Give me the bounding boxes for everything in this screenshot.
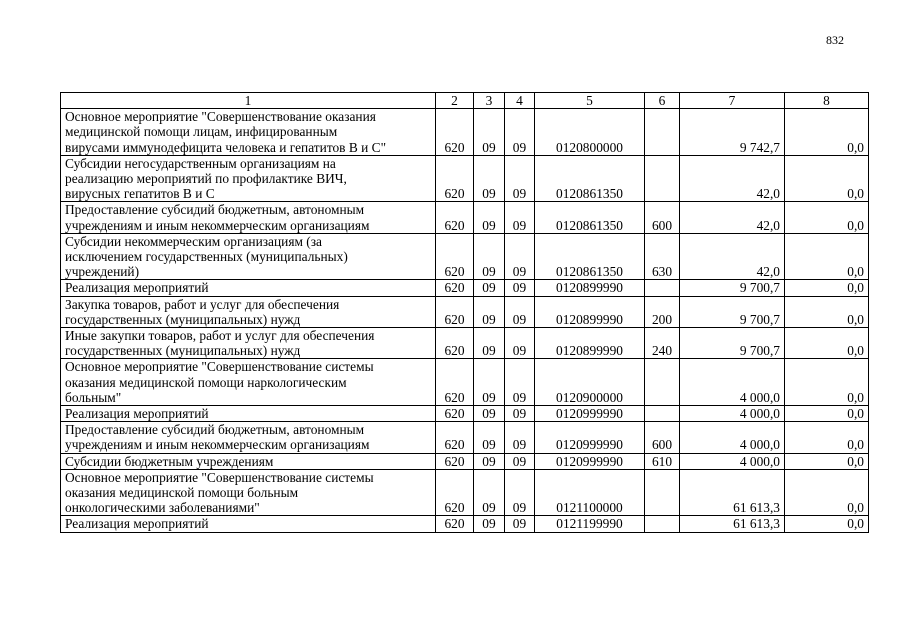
cell-subsection: 09 bbox=[505, 233, 535, 280]
cell-section: 09 bbox=[474, 109, 505, 156]
cell-subsection: 09 bbox=[505, 109, 535, 156]
cell-item-name bbox=[61, 296, 436, 327]
cell-grbs: 620 bbox=[436, 328, 474, 359]
cell-section: 09 bbox=[474, 280, 505, 296]
cell-section: 09 bbox=[474, 359, 505, 406]
item-name-line: Реализация мероприятий bbox=[65, 406, 209, 422]
cell-item-name bbox=[61, 109, 436, 156]
item-name-line: исключением государственных (муниципальных) bbox=[65, 249, 348, 265]
cell-item-name bbox=[61, 202, 436, 233]
cell-amount-2: 0,0 bbox=[785, 328, 869, 359]
header-cell-6: 6 bbox=[645, 93, 680, 109]
cell-expense-type: 630 bbox=[645, 233, 680, 280]
cell-item-name bbox=[61, 359, 436, 406]
cell-amount: 9 742,7 bbox=[680, 109, 785, 156]
cell-item-name bbox=[61, 233, 436, 280]
cell-subsection: 09 bbox=[505, 202, 535, 233]
cell-amount-2: 0,0 bbox=[785, 280, 869, 296]
header-cell-1: 1 bbox=[61, 93, 436, 109]
cell-grbs: 620 bbox=[436, 359, 474, 406]
cell-item-name bbox=[61, 280, 436, 296]
table-row bbox=[61, 328, 869, 359]
table-body bbox=[61, 93, 869, 533]
cell-grbs: 620 bbox=[436, 155, 474, 202]
item-name-line: Иные закупки товаров, работ и услуг для обеспечения bbox=[65, 328, 375, 344]
cell-amount: 42,0 bbox=[680, 233, 785, 280]
table-row bbox=[61, 280, 869, 296]
item-name-line: Предоставление субсидий бюджетным, автономным bbox=[65, 202, 365, 218]
item-name-line: оказания медицинской помощи больным bbox=[65, 485, 299, 501]
cell-target-code: 0120800000 bbox=[535, 109, 645, 156]
table-row bbox=[61, 202, 869, 233]
item-name-line: вирусами иммунодефицита человека и гепатитов В и С" bbox=[65, 139, 387, 155]
cell-amount: 61 613,3 bbox=[680, 469, 785, 516]
header-cell-2: 2 bbox=[436, 93, 474, 109]
item-name-line: Основное мероприятие "Совершенствование системы bbox=[65, 359, 374, 375]
cell-grbs: 620 bbox=[436, 422, 474, 453]
cell-item-name bbox=[61, 453, 436, 469]
cell-amount-2: 0,0 bbox=[785, 109, 869, 156]
item-name-line: Субсидии некоммерческим организациям (за bbox=[65, 233, 323, 249]
cell-grbs: 620 bbox=[436, 453, 474, 469]
item-name-line: Субсидии бюджетным учреждениям bbox=[65, 453, 274, 469]
cell-amount: 61 613,3 bbox=[680, 516, 785, 532]
cell-expense-type: 600 bbox=[645, 422, 680, 453]
cell-item-name bbox=[61, 406, 436, 422]
cell-section: 09 bbox=[474, 202, 505, 233]
cell-amount-2: 0,0 bbox=[785, 296, 869, 327]
cell-target-code: 0120900000 bbox=[535, 359, 645, 406]
item-name-line: вирусных гепатитов В и С bbox=[65, 186, 215, 202]
cell-expense-type bbox=[645, 109, 680, 156]
cell-grbs: 620 bbox=[436, 109, 474, 156]
table-row bbox=[61, 516, 869, 532]
item-name-line: Закупка товаров, работ и услуг для обеспечения bbox=[65, 296, 340, 312]
cell-grbs: 620 bbox=[436, 469, 474, 516]
cell-target-code: 0120999990 bbox=[535, 453, 645, 469]
cell-section: 09 bbox=[474, 469, 505, 516]
table-row bbox=[61, 469, 869, 516]
cell-expense-type bbox=[645, 469, 680, 516]
cell-expense-type bbox=[645, 155, 680, 202]
cell-expense-type: 200 bbox=[645, 296, 680, 327]
header-cell-3: 3 bbox=[474, 93, 505, 109]
item-name-line: государственных (муниципальных) нужд bbox=[65, 343, 301, 359]
item-name-line: оказания медицинской помощи наркологическим bbox=[65, 374, 347, 390]
cell-amount-2: 0,0 bbox=[785, 155, 869, 202]
cell-amount-2: 0,0 bbox=[785, 359, 869, 406]
cell-amount-2: 0,0 bbox=[785, 453, 869, 469]
table-row bbox=[61, 233, 869, 280]
budget-table bbox=[60, 92, 869, 533]
cell-subsection: 09 bbox=[505, 296, 535, 327]
cell-amount: 9 700,7 bbox=[680, 296, 785, 327]
cell-amount-2: 0,0 bbox=[785, 422, 869, 453]
cell-item-name bbox=[61, 516, 436, 532]
header-cell-4: 4 bbox=[505, 93, 535, 109]
cell-section: 09 bbox=[474, 296, 505, 327]
item-name-line: онкологическими заболеваниями" bbox=[65, 500, 260, 516]
cell-section: 09 bbox=[474, 155, 505, 202]
cell-target-code: 0120899990 bbox=[535, 280, 645, 296]
cell-expense-type: 610 bbox=[645, 453, 680, 469]
cell-target-code: 0120861350 bbox=[535, 233, 645, 280]
item-name-line: Основное мероприятие "Совершенствование системы bbox=[65, 469, 374, 485]
cell-subsection: 09 bbox=[505, 359, 535, 406]
cell-amount-2: 0,0 bbox=[785, 233, 869, 280]
cell-section: 09 bbox=[474, 453, 505, 469]
table-row bbox=[61, 296, 869, 327]
item-name-line: государственных (муниципальных) нужд bbox=[65, 311, 301, 327]
cell-expense-type bbox=[645, 516, 680, 532]
item-name-line: учреждениям и иным некоммерческим организациям bbox=[65, 217, 370, 233]
header-cell-7: 7 bbox=[680, 93, 785, 109]
page-number: 832 bbox=[826, 33, 844, 47]
cell-target-code: 0121100000 bbox=[535, 469, 645, 516]
cell-amount: 9 700,7 bbox=[680, 280, 785, 296]
item-name-line: Субсидии негосударственным организациям на bbox=[65, 155, 336, 171]
cell-subsection: 09 bbox=[505, 328, 535, 359]
cell-amount-2: 0,0 bbox=[785, 469, 869, 516]
cell-target-code: 0121199990 bbox=[535, 516, 645, 532]
item-name-line: медицинской помощи лицам, инфицированным bbox=[65, 124, 338, 140]
cell-section: 09 bbox=[474, 406, 505, 422]
cell-expense-type: 240 bbox=[645, 328, 680, 359]
item-name-line: больным" bbox=[65, 389, 122, 405]
cell-expense-type bbox=[645, 280, 680, 296]
cell-target-code: 0120861350 bbox=[535, 155, 645, 202]
cell-amount: 4 000,0 bbox=[680, 453, 785, 469]
table-row bbox=[61, 453, 869, 469]
cell-item-name bbox=[61, 469, 436, 516]
cell-amount: 4 000,0 bbox=[680, 406, 785, 422]
cell-item-name bbox=[61, 328, 436, 359]
cell-grbs: 620 bbox=[436, 202, 474, 233]
cell-amount: 4 000,0 bbox=[680, 422, 785, 453]
cell-item-name bbox=[61, 422, 436, 453]
cell-section: 09 bbox=[474, 516, 505, 532]
cell-amount: 42,0 bbox=[680, 155, 785, 202]
table-header-row bbox=[61, 93, 869, 109]
cell-subsection: 09 bbox=[505, 469, 535, 516]
cell-grbs: 620 bbox=[436, 406, 474, 422]
cell-amount: 9 700,7 bbox=[680, 328, 785, 359]
header-cell-5: 5 bbox=[535, 93, 645, 109]
cell-grbs: 620 bbox=[436, 296, 474, 327]
table-row bbox=[61, 422, 869, 453]
cell-grbs: 620 bbox=[436, 516, 474, 532]
cell-target-code: 0120999990 bbox=[535, 422, 645, 453]
table-row bbox=[61, 155, 869, 202]
cell-grbs: 620 bbox=[436, 233, 474, 280]
cell-grbs: 620 bbox=[436, 280, 474, 296]
item-name-line: Основное мероприятие "Совершенствование оказания bbox=[65, 109, 376, 125]
table-row bbox=[61, 109, 869, 156]
cell-subsection: 09 bbox=[505, 453, 535, 469]
item-name-line: учреждениям и иным некоммерческим организациям bbox=[65, 437, 370, 453]
cell-item-name bbox=[61, 155, 436, 202]
cell-section: 09 bbox=[474, 233, 505, 280]
cell-amount: 4 000,0 bbox=[680, 359, 785, 406]
cell-expense-type bbox=[645, 359, 680, 406]
cell-amount: 42,0 bbox=[680, 202, 785, 233]
item-name-line: реализацию мероприятий по профилактике ВИЧ, bbox=[65, 171, 347, 187]
table-row bbox=[61, 406, 869, 422]
cell-subsection: 09 bbox=[505, 422, 535, 453]
cell-target-code: 0120999990 bbox=[535, 406, 645, 422]
cell-amount-2: 0,0 bbox=[785, 202, 869, 233]
cell-section: 09 bbox=[474, 328, 505, 359]
cell-expense-type: 600 bbox=[645, 202, 680, 233]
cell-subsection: 09 bbox=[505, 155, 535, 202]
cell-target-code: 0120899990 bbox=[535, 328, 645, 359]
cell-subsection: 09 bbox=[505, 516, 535, 532]
cell-expense-type bbox=[645, 406, 680, 422]
cell-section: 09 bbox=[474, 422, 505, 453]
header-cell-8: 8 bbox=[785, 93, 869, 109]
cell-amount-2: 0,0 bbox=[785, 406, 869, 422]
cell-subsection: 09 bbox=[505, 406, 535, 422]
cell-target-code: 0120899990 bbox=[535, 296, 645, 327]
cell-amount-2: 0,0 bbox=[785, 516, 869, 532]
item-name-line: Реализация мероприятий bbox=[65, 516, 209, 532]
item-name-line: учреждений) bbox=[65, 264, 140, 280]
table-row bbox=[61, 359, 869, 406]
item-name-line: Реализация мероприятий bbox=[65, 280, 209, 296]
item-name-line: Предоставление субсидий бюджетным, автономным bbox=[65, 422, 365, 438]
cell-subsection: 09 bbox=[505, 280, 535, 296]
cell-target-code: 0120861350 bbox=[535, 202, 645, 233]
